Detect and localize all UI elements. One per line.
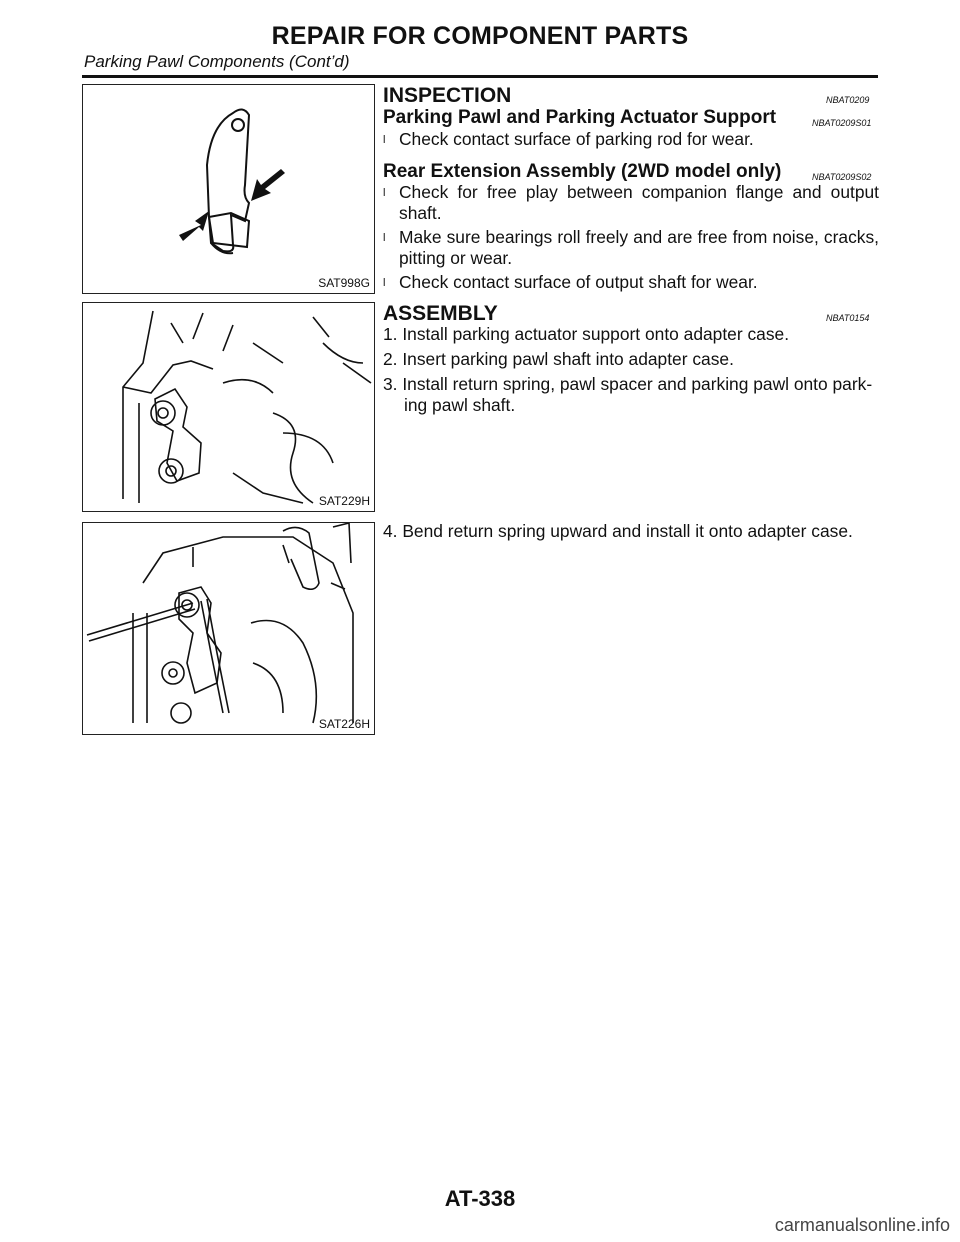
figure-parking-pawl (82, 84, 375, 294)
figure-code: SAT229H (318, 494, 370, 508)
bullet-icon: l (383, 232, 386, 244)
figure-return-spring (82, 522, 375, 735)
section-heading-assembly: ASSEMBLY (383, 302, 498, 325)
reference-code: NBAT0209S02 (812, 172, 872, 182)
assembly-step: 1. Install parking actuator support onto adapter case. (383, 324, 790, 344)
assembly-step: 4. Bend return spring upward and install it onto adapter case. (383, 521, 853, 541)
return-spring-illustration (83, 523, 376, 736)
subsection-heading: Rear Extension Assembly (2WD model only) (383, 161, 782, 182)
bullet-text: Make sure bearings roll freely and are free from noise, cracks, pitting or wear. (399, 227, 879, 268)
figure-code: SAT226H (318, 717, 370, 731)
bullet-icon: l (383, 187, 386, 199)
page-number: AT-338 (444, 1186, 516, 1211)
watermark: carmanualsonline.info (774, 1215, 950, 1235)
reference-code: NBAT0209 (826, 95, 870, 105)
assembly-step: 3. Install return spring, pawl spacer and parking pawl onto park- (383, 374, 873, 394)
page-title: REPAIR FOR COMPONENT PARTS (271, 22, 689, 50)
header-rule (82, 75, 878, 78)
figure-code: SAT998G (318, 276, 370, 290)
parking-pawl-illustration (83, 85, 376, 295)
bullet-icon: l (383, 277, 386, 289)
section-heading-inspection: INSPECTION (383, 84, 512, 107)
adapter-case-illustration (83, 303, 376, 513)
page-subtitle: Parking Pawl Components (Cont’d) (84, 52, 350, 71)
bullet-text: Check contact surface of parking rod for wear. (399, 129, 754, 149)
assembly-step: 2. Insert parking pawl shaft into adapter case. (383, 349, 734, 369)
assembly-step: ing pawl shaft. (404, 395, 516, 415)
reference-code: NBAT0209S01 (812, 118, 872, 128)
bullet-text: Check for free play between companion flange and output shaft. (399, 182, 879, 223)
bullet-icon: l (383, 134, 386, 146)
subsection-heading: Parking Pawl and Parking Actuator Support (383, 107, 777, 128)
bullet-text: Check contact surface of output shaft for wear. (399, 272, 758, 292)
figure-actuator-support (82, 302, 375, 512)
reference-code: NBAT0154 (826, 313, 870, 323)
